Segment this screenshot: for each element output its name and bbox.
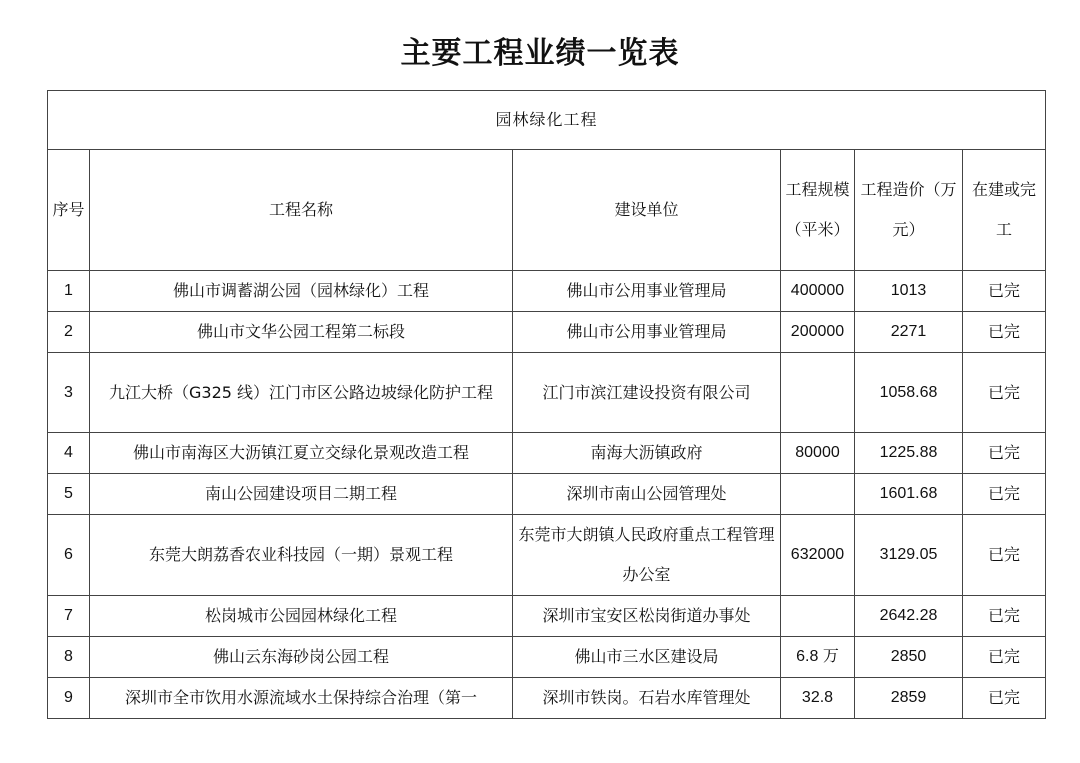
table-row [48, 353, 1046, 433]
cell-cost: 2642.28 [855, 596, 963, 637]
cell-cost: 2271 [855, 312, 963, 353]
cell-scale: 632000 [781, 515, 855, 596]
cell-status: 已完 [963, 433, 1046, 474]
cell-scale: 200000 [781, 312, 855, 353]
table-row [48, 515, 1046, 596]
header-name: 工程名称 [90, 150, 513, 271]
cell-cost: 1601.68 [855, 474, 963, 515]
cell-cost: 3129.05 [855, 515, 963, 596]
cell-cost: 1225.88 [855, 433, 963, 474]
cell-status: 已完 [963, 353, 1046, 433]
cell-index: 2 [48, 312, 90, 353]
cell-owner: 佛山市公用事业管理局 [513, 271, 781, 312]
cell-name: 松岗城市公园园林绿化工程 [90, 596, 513, 637]
cell-name: 佛山市文华公园工程第二标段 [90, 312, 513, 353]
cell-name: 深圳市全市饮用水源流域水土保持综合治理（第一 [90, 678, 513, 719]
cell-status: 已完 [963, 678, 1046, 719]
cell-scale: 80000 [781, 433, 855, 474]
cell-cost: 1058.68 [855, 353, 963, 433]
cell-index: 6 [48, 515, 90, 596]
table-row [48, 474, 1046, 515]
table-row [48, 271, 1046, 312]
section-title: 园林绿化工程 [48, 91, 1046, 150]
header-status: 在建或完工 [963, 150, 1046, 271]
cell-owner: 佛山市公用事业管理局 [513, 312, 781, 353]
header-cost: 工程造价（万元） [855, 150, 963, 271]
cell-scale: 6.8 万 [781, 637, 855, 678]
cell-owner: 江门市滨江建设投资有限公司 [513, 353, 781, 433]
cell-status: 已完 [963, 312, 1046, 353]
cell-scale [781, 474, 855, 515]
cell-cost: 2859 [855, 678, 963, 719]
cell-index: 1 [48, 271, 90, 312]
cell-index: 7 [48, 596, 90, 637]
cell-name: 九江大桥（G325 线）江门市区公路边坡绿化防护工程 [90, 353, 513, 433]
cell-index: 4 [48, 433, 90, 474]
cell-owner: 深圳市南山公园管理处 [513, 474, 781, 515]
cell-cost: 1013 [855, 271, 963, 312]
cell-cost: 2850 [855, 637, 963, 678]
cell-status: 已完 [963, 596, 1046, 637]
cell-name: 南山公园建设项目二期工程 [90, 474, 513, 515]
cell-scale: 32.8 [781, 678, 855, 719]
cell-owner: 东莞市大朗镇人民政府重点工程管理办公室 [513, 515, 781, 596]
header-owner: 建设单位 [513, 150, 781, 271]
cell-status: 已完 [963, 474, 1046, 515]
cell-index: 3 [48, 353, 90, 433]
cell-scale [781, 353, 855, 433]
table-row [48, 312, 1046, 353]
table-row [48, 596, 1046, 637]
cell-name: 佛山云东海砂岗公园工程 [90, 637, 513, 678]
table-row [48, 637, 1046, 678]
table-row [48, 433, 1046, 474]
performance-table [47, 90, 1046, 719]
cell-index: 9 [48, 678, 90, 719]
header-scale: 工程规模（平米） [781, 150, 855, 271]
table-row [48, 678, 1046, 719]
cell-owner: 南海大沥镇政府 [513, 433, 781, 474]
cell-owner: 深圳市铁岗。石岩水库管理处 [513, 678, 781, 719]
cell-scale [781, 596, 855, 637]
table-header-row [48, 150, 1046, 271]
cell-index: 5 [48, 474, 90, 515]
cell-status: 已完 [963, 515, 1046, 596]
cell-name: 佛山市南海区大沥镇江夏立交绿化景观改造工程 [90, 433, 513, 474]
page-title: 主要工程业绩一览表 [400, 36, 680, 71]
cell-owner: 深圳市宝安区松岗街道办事处 [513, 596, 781, 637]
cell-name: 东莞大朗荔香农业科技园（一期）景观工程 [90, 515, 513, 596]
cell-owner: 佛山市三水区建设局 [513, 637, 781, 678]
cell-scale: 400000 [781, 271, 855, 312]
header-index: 序号 [48, 150, 90, 271]
cell-status: 已完 [963, 637, 1046, 678]
cell-index: 8 [48, 637, 90, 678]
cell-name: 佛山市调蓄湖公园（园林绿化）工程 [90, 271, 513, 312]
section-row [48, 91, 1046, 150]
cell-status: 已完 [963, 271, 1046, 312]
